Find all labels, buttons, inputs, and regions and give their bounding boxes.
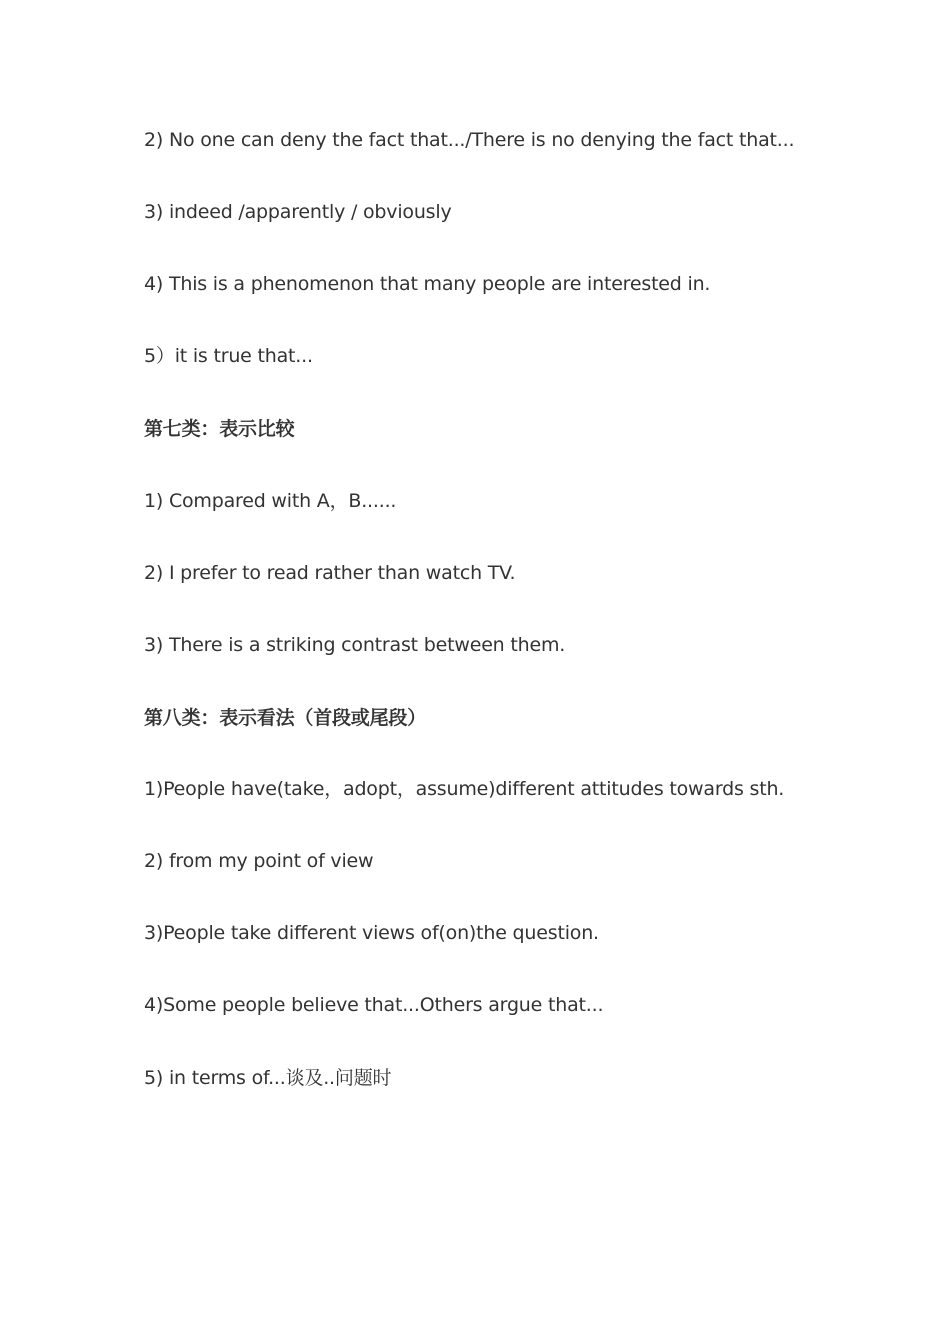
phrase-line-in-terms-of: 5) in terms of...谈及..问题时 — [144, 1067, 392, 1089]
phrase-line-contrast: 3) There is a striking contrast between them. — [144, 634, 566, 656]
phrase-line-indeed: 3) indeed /apparently / obviously — [144, 201, 452, 223]
phrase-line-deny-fact: 2) No one can deny the fact that.../There is no denying the fact that... — [144, 129, 795, 151]
phrase-line-compared-with: 1) Compared with A，B...... — [144, 490, 397, 512]
phrase-line-point-of-view: 2) from my point of view — [144, 850, 374, 872]
section-heading-comparison: 第七类：表示比较 — [144, 418, 295, 440]
phrase-line-prefer: 2) I prefer to read rather than watch TV. — [144, 562, 516, 584]
phrase-line-it-is-true: 5）it is true that... — [144, 345, 313, 367]
phrase-line-attitudes: 1)People have(take，adopt，assume)different attitudes towards sth. — [144, 778, 785, 800]
phrase-line-phenomenon: 4) This is a phenomenon that many people are interested in. — [144, 273, 711, 295]
section-heading-opinion: 第八类：表示看法（首段或尾段） — [144, 707, 427, 729]
phrase-line-different-views: 3)People take different views of(on)the question. — [144, 922, 599, 944]
phrase-line-some-people: 4)Some people believe that...Others argue that... — [144, 994, 604, 1016]
